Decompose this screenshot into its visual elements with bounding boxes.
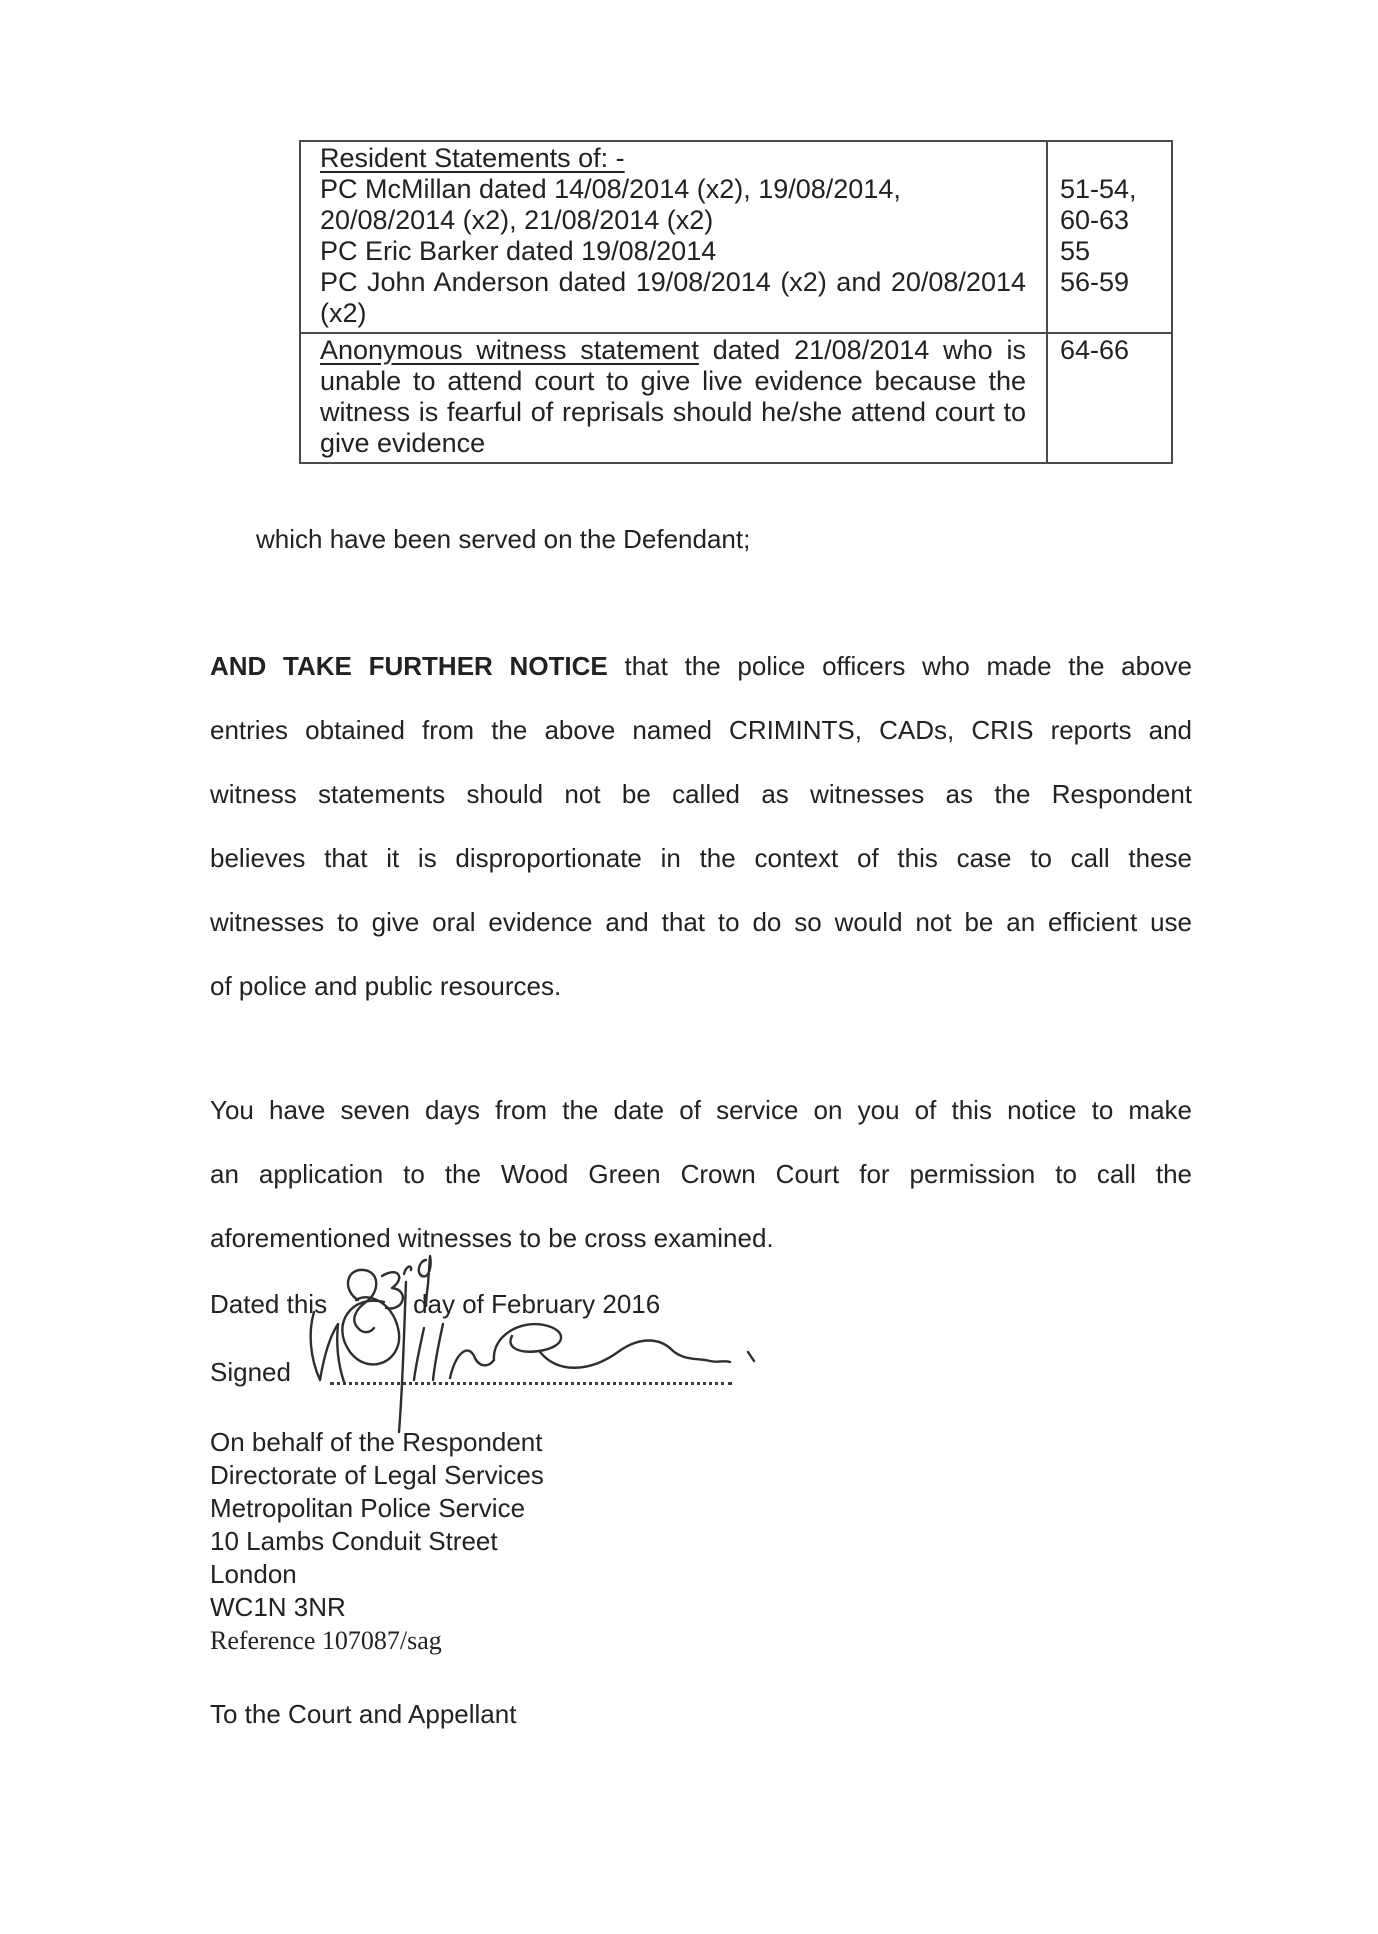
notice-line: believes that it is disproportionate in the context of this case to call these: [210, 843, 1192, 873]
table-row-resident-statements: [301, 142, 1171, 332]
page-ref: 56-59: [1060, 267, 1130, 297]
page-ref: 51-54,: [1060, 174, 1137, 204]
notice-bold-lead: AND TAKE FURTHER NOTICE: [210, 651, 608, 681]
dated-prefix: Dated this: [210, 1289, 328, 1319]
anonymous-witness-cell: [301, 334, 1046, 462]
police-service-line: Metropolitan Police Service: [210, 1493, 526, 1523]
resident-statements-cell: [301, 142, 1046, 332]
served-on-defendant-line: which have been served on the Defendant;: [256, 524, 751, 554]
notice-lead-rest: that the police officers who made the above: [607, 651, 1192, 681]
application-line: You have seven days from the date of service on you of this notice to make: [210, 1095, 1192, 1125]
application-line: an application to the Wood Green Crown Court for permission to call the: [210, 1159, 1192, 1189]
notice-line: [210, 634, 1192, 698]
anonymous-witness-lead: Anonymous witness statement: [320, 335, 699, 365]
handwritten-signature: [280, 1240, 780, 1440]
notice-line: of police and public resources.: [210, 971, 562, 1001]
notice-line: witness statements should not be called as witnesses as the Respondent: [210, 779, 1192, 809]
to-court-and-appellant-line: To the Court and Appellant: [210, 1699, 517, 1729]
page-numbers-cell: [1046, 142, 1171, 332]
notice-paragraph: [210, 634, 1192, 1018]
reference-line: Reference 107087/sag: [210, 1626, 442, 1655]
anonymous-witness-line: witness is fearful of reprisals should he/she attend court to: [320, 397, 1026, 427]
directorate-line: Directorate of Legal Services: [210, 1460, 544, 1490]
page-ref: 60-63: [1060, 205, 1130, 235]
page-ref: 55: [1060, 236, 1091, 266]
resident-statements-heading: Resident Statements of: -: [320, 143, 625, 173]
resident-statements-line: (x2): [320, 298, 367, 328]
anonymous-witness-line: unable to attend court to give live evidence because the: [320, 366, 1026, 396]
resident-statements-line: 20/08/2014 (x2), 21/08/2014 (x2): [320, 205, 714, 235]
page-numbers-cell: [1046, 334, 1171, 462]
resident-statements-line: PC McMillan dated 14/08/2014 (x2), 19/08/2014,: [320, 174, 901, 204]
notice-line: witnesses to give oral evidence and that to do so would not be an efficient use: [210, 907, 1192, 937]
anonymous-witness-line: [320, 335, 1026, 366]
dated-line: [210, 1289, 660, 1320]
application-paragraph: [210, 1078, 1192, 1270]
city-line: London: [210, 1559, 297, 1589]
application-line: aforementioned witnesses to be cross examined.: [210, 1223, 774, 1253]
signature-block: [210, 1426, 544, 1657]
dated-suffix: day of February 2016: [413, 1289, 661, 1319]
page-ref: 64-66: [1060, 335, 1130, 365]
resident-statements-line: PC John Anderson dated 19/08/2014 (x2) and 20/08/2014: [320, 267, 1026, 297]
street-line: 10 Lambs Conduit Street: [210, 1526, 498, 1556]
evidence-table: [299, 140, 1173, 464]
postcode-line: WC1N 3NR: [210, 1592, 346, 1622]
notice-line: entries obtained from the above named CRIMINTS, CADs, CRIS reports and: [210, 715, 1192, 745]
resident-statements-line: PC Eric Barker dated 19/08/2014: [320, 236, 717, 266]
table-row-anonymous-witness: [301, 332, 1171, 462]
signed-label: Signed: [210, 1357, 291, 1387]
anonymous-witness-rest: dated 21/08/2014 who is: [698, 335, 1026, 365]
on-behalf-line: On behalf of the Respondent: [210, 1427, 543, 1457]
signature-dotted-line: [330, 1366, 732, 1385]
anonymous-witness-line: give evidence: [320, 428, 486, 458]
